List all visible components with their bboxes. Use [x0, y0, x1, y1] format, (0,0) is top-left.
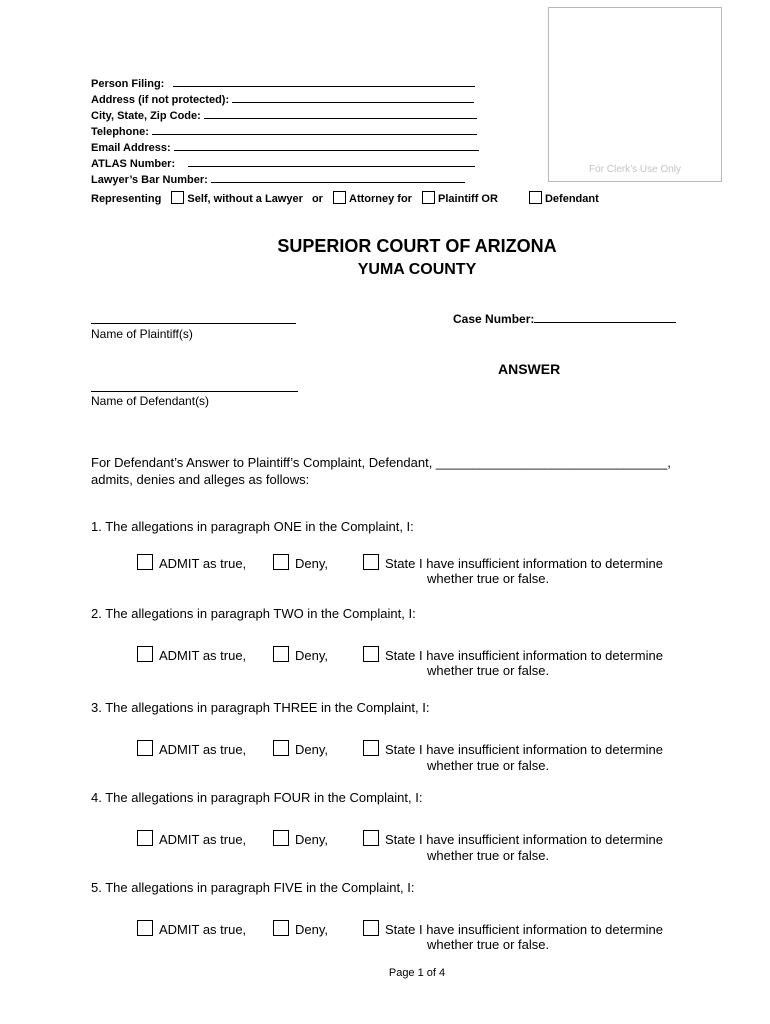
p4-insufficient — [363, 830, 663, 847]
p4-admit — [137, 830, 246, 847]
p2-insufficient-checkbox[interactable] — [363, 646, 379, 662]
p1-admit-checkbox[interactable] — [137, 554, 153, 570]
field-person-filing — [91, 75, 475, 90]
p5-insufficient-checkbox[interactable] — [363, 920, 379, 936]
defendant-label: Defendant — [544, 193, 599, 205]
p4-deny-checkbox[interactable] — [273, 830, 289, 846]
field-label: Address (if not protected): — [91, 94, 230, 106]
p2-admit — [137, 646, 246, 663]
p2-deny — [273, 646, 328, 663]
p3-admit-checkbox[interactable] — [137, 740, 153, 756]
p5-deny-checkbox[interactable] — [273, 920, 289, 936]
address-input[interactable] — [232, 91, 474, 103]
p4-deny — [273, 830, 328, 847]
deny-label: Deny, — [295, 742, 328, 757]
intro-line-1: For Defendant’s Answer to Plaintiff’s Complaint, Defendant, ________________________________, — [91, 455, 671, 470]
field-label: ATLAS Number: — [91, 158, 176, 170]
defendant-name-label: Name of Defendant(s) — [91, 394, 210, 408]
telephone-input[interactable] — [152, 123, 477, 135]
field-label: Person Filing: — [91, 78, 165, 90]
paragraph-5-text: 5. The allegations in paragraph FIVE in the Complaint, I: — [91, 880, 415, 895]
field-address — [91, 91, 474, 106]
defendant-name-line[interactable] — [91, 380, 298, 392]
p3-deny — [273, 740, 328, 757]
deny-label: Deny, — [295, 922, 328, 937]
admit-label: ADMIT as true, — [159, 922, 247, 937]
insufficient-label: State I have insufficient information to determine — [385, 556, 663, 571]
attorney-label: Attorney for — [349, 193, 412, 205]
deny-label: Deny, — [295, 556, 328, 571]
self-checkbox[interactable] — [171, 191, 184, 204]
court-county: YUMA COUNTY — [357, 261, 477, 278]
insufficient-label: State I have insufficient information to determine — [385, 832, 663, 847]
intro-line-2: admits, denies and alleges as follows: — [91, 472, 310, 487]
defendant-checkbox[interactable] — [529, 191, 542, 204]
p4-insufficient-cont: whether true or false. — [427, 848, 550, 863]
deny-label: Deny, — [295, 648, 328, 663]
admit-label: ADMIT as true, — [159, 556, 247, 571]
field-city-state-zip — [91, 107, 477, 122]
paragraph-3-text: 3. The allegations in paragraph THREE in the Complaint, I: — [91, 700, 430, 715]
plaintiff-name-line[interactable] — [91, 312, 296, 324]
paragraph-4-text: 4. The allegations in paragraph FOUR in the Complaint, I: — [91, 790, 423, 805]
email-input[interactable] — [174, 139, 479, 151]
p4-admit-checkbox[interactable] — [137, 830, 153, 846]
insufficient-label: State I have insufficient information to determine — [385, 648, 663, 663]
p1-deny — [273, 554, 328, 571]
field-label: City, State, Zip Code: — [91, 110, 201, 122]
p2-insufficient — [363, 646, 663, 663]
bar-number-input[interactable] — [211, 171, 465, 183]
p2-deny-checkbox[interactable] — [273, 646, 289, 662]
case-number-input[interactable] — [534, 311, 676, 323]
paragraph-1-text: 1. The allegations in paragraph ONE in the Complaint, I: — [91, 519, 414, 534]
attorney-checkbox[interactable] — [333, 191, 346, 204]
plaintiff-checkbox[interactable] — [422, 191, 435, 204]
p3-deny-checkbox[interactable] — [273, 740, 289, 756]
representing-label: Representing — [91, 193, 162, 205]
field-bar-number — [91, 171, 465, 186]
field-label: Email Address: — [91, 142, 171, 154]
atlas-number-input[interactable] — [188, 155, 475, 167]
p5-admit-checkbox[interactable] — [137, 920, 153, 936]
p1-insufficient — [363, 554, 663, 571]
field-label: Telephone: — [91, 126, 149, 138]
p1-deny-checkbox[interactable] — [273, 554, 289, 570]
field-atlas-number — [91, 155, 475, 170]
plaintiff-name-label: Name of Plaintiff(s) — [91, 327, 193, 341]
document-title: ANSWER — [498, 361, 561, 377]
field-label: Lawyer’s Bar Number: — [91, 174, 208, 186]
admit-label: ADMIT as true, — [159, 832, 247, 847]
page-number: Page 1 of 4 — [388, 967, 446, 979]
p5-admit — [137, 920, 246, 937]
admit-label: ADMIT as true, — [159, 742, 247, 757]
person-filing-input[interactable] — [173, 75, 475, 87]
p2-admit-checkbox[interactable] — [137, 646, 153, 662]
p3-insufficient-cont: whether true or false. — [427, 758, 550, 773]
paragraph-2-text: 2. The allegations in paragraph TWO in the Complaint, I: — [91, 606, 416, 621]
plaintiff-label: Plaintiff OR — [438, 193, 498, 205]
p4-insufficient-checkbox[interactable] — [363, 830, 379, 846]
admit-label: ADMIT as true, — [159, 648, 247, 663]
case-number — [453, 311, 676, 326]
court-title: SUPERIOR COURT OF ARIZONA — [277, 236, 557, 256]
p3-insufficient — [363, 740, 663, 757]
p1-insufficient-checkbox[interactable] — [363, 554, 379, 570]
insufficient-label: State I have insufficient information to determine — [385, 922, 663, 937]
or-label: or — [311, 193, 323, 205]
p1-insufficient-cont: whether true or false. — [427, 571, 550, 586]
case-number-label: Case Number: — [453, 312, 535, 326]
field-email — [91, 139, 479, 154]
p5-insufficient — [363, 920, 663, 937]
p5-insufficient-cont: whether true or false. — [427, 937, 550, 952]
p3-admit — [137, 740, 246, 757]
p5-deny — [273, 920, 328, 937]
field-telephone — [91, 123, 477, 138]
self-label: Self, without a Lawyer — [187, 193, 303, 205]
clerk-use-label: For Clerk’s Use Only — [588, 164, 682, 175]
p2-insufficient-cont: whether true or false. — [427, 663, 550, 678]
p1-admit — [137, 554, 246, 571]
clerk-use-box — [548, 7, 722, 182]
city-state-zip-input[interactable] — [204, 107, 477, 119]
p3-insufficient-checkbox[interactable] — [363, 740, 379, 756]
deny-label: Deny, — [295, 832, 328, 847]
insufficient-label: State I have insufficient information to determine — [385, 742, 663, 757]
representing-row — [91, 191, 599, 205]
